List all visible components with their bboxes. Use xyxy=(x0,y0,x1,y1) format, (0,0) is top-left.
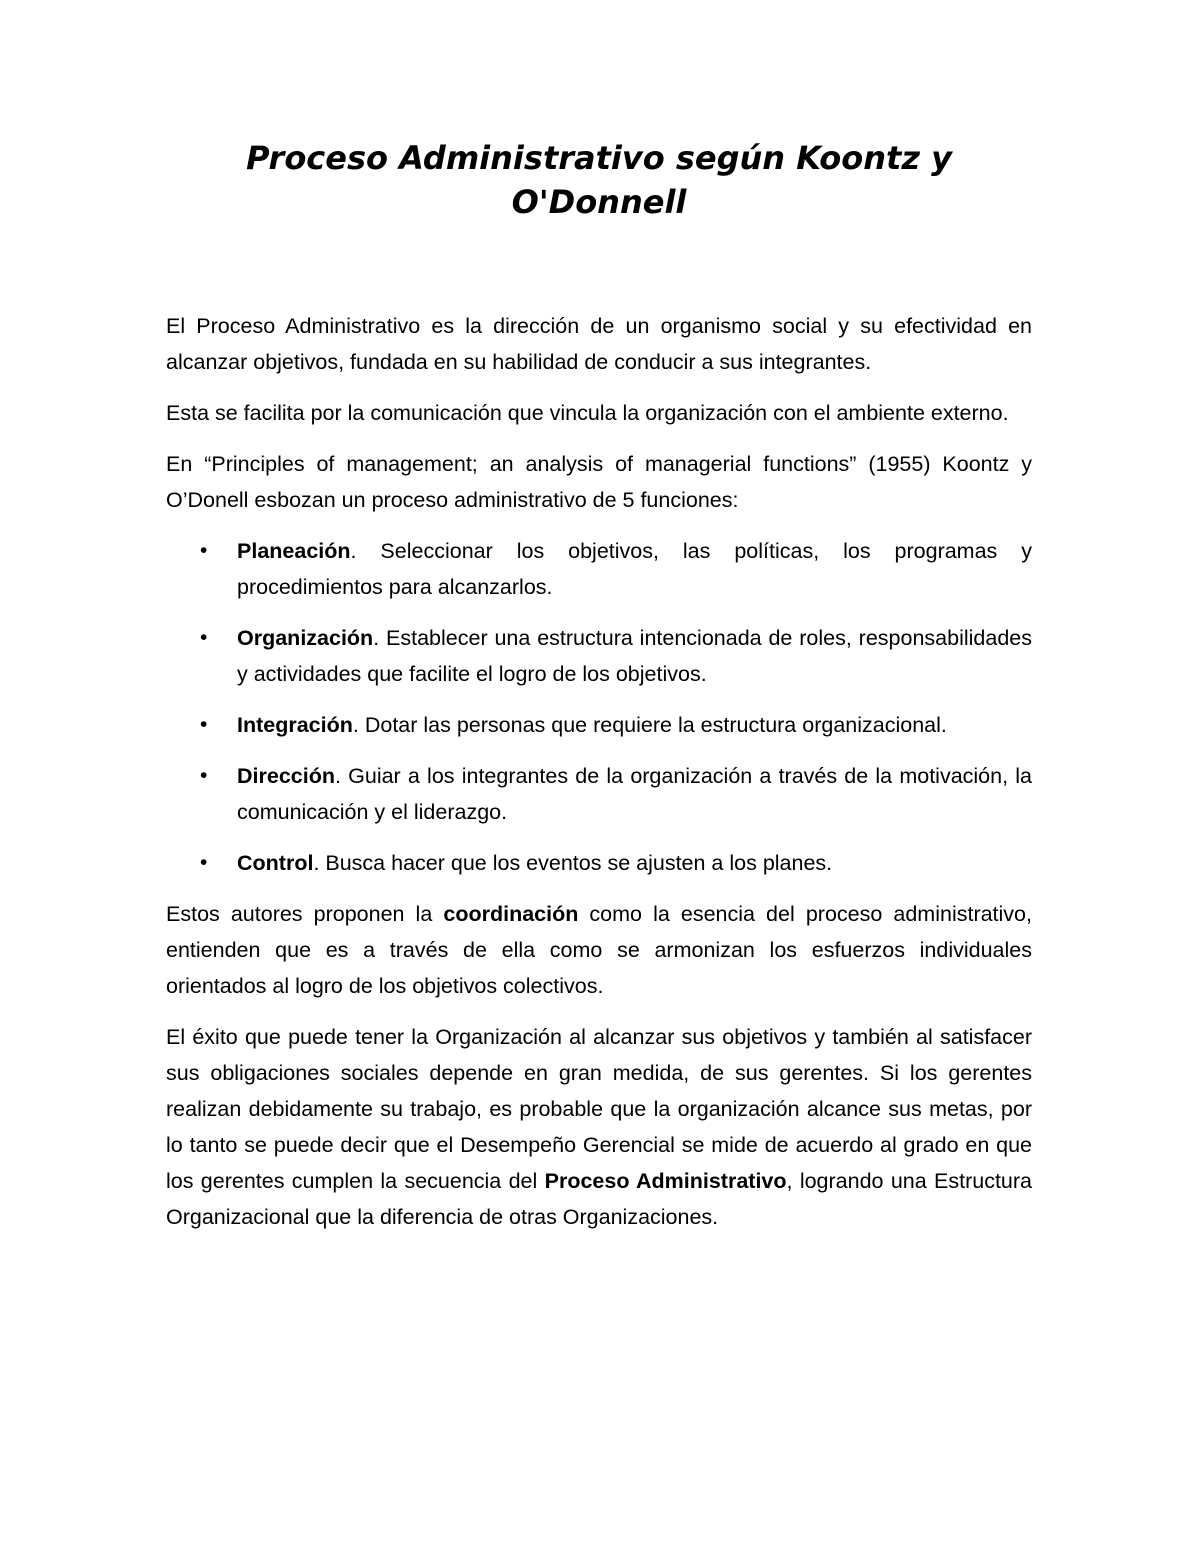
bullet-icon: • xyxy=(200,713,208,736)
function-term: Dirección xyxy=(237,764,335,788)
function-description: . Establecer una estructura intencionada de roles, responsabilidades y actividades que facilite el logro de los objetivos. xyxy=(237,626,1032,686)
document-page xyxy=(166,136,1032,1250)
document-body xyxy=(166,308,1032,1235)
final-bold: Proceso Administrativo xyxy=(544,1169,787,1193)
coordination-text-before: Estos autores proponen la xyxy=(166,902,444,926)
communication-paragraph: Esta se facilita por la comunicación que vincula la organización con el ambiente externo. xyxy=(166,401,1009,425)
final-paragraph xyxy=(166,1019,1032,1235)
title-line-2: O'Donnell xyxy=(511,183,687,221)
final-text-after: , logrando una Estructura Organizacional que la diferencia de otras Organizaciones. xyxy=(166,1169,1032,1229)
list-item-control xyxy=(166,845,1032,881)
list-item-organizacion xyxy=(166,620,1032,692)
function-description: . Guiar a los integrantes de la organización a través de la motivación, la comunicación y el liderazgo. xyxy=(237,764,1032,824)
function-term: Integración xyxy=(237,713,353,737)
function-term: Planeación xyxy=(237,539,351,563)
coordination-paragraph xyxy=(166,896,1032,1004)
title-line-1: Proceso Administrativo según Koontz y xyxy=(246,139,952,177)
functions-list xyxy=(166,533,1032,881)
document-title xyxy=(166,136,1032,224)
function-term: Organización xyxy=(237,626,374,650)
bullet-icon: • xyxy=(200,764,208,787)
list-item-integracion xyxy=(166,707,1032,743)
list-item-direccion xyxy=(166,758,1032,830)
final-text-before: El éxito que puede tener la Organización al alcanzar sus objetivos y también al satisfacer sus obligaciones sociales depende en gran medida, de sus gerentes. Si los gerentes realizan debidamente su trabajo, es probable que la organización alcance sus metas, por lo tanto se puede decir que el Desempeño Gerencial se mide de acuerdo al grado en que los gerentes cumplen la secuencia del xyxy=(166,1025,1032,1193)
intro-paragraph: El Proceso Administrativo es la dirección de un organismo social y su efectividad en alcanzar objetivos, fundada en su habilidad de conducir a sus integrantes. xyxy=(166,314,1032,374)
list-item-planeacion xyxy=(166,533,1032,605)
bullet-icon: • xyxy=(200,626,208,649)
bullet-icon: • xyxy=(200,539,208,562)
principles-paragraph: En “Principles of management; an analysis of managerial functions” (1955) Koontz y O’Donell esbozan un proceso administrativo de 5 funciones: xyxy=(166,452,1032,512)
bullet-icon: • xyxy=(200,851,208,874)
function-term: Control xyxy=(237,851,314,875)
function-description: . Seleccionar los objetivos, las políticas, los programas y procedimientos para alcanzarlos. xyxy=(237,539,1032,599)
coordination-text-after: como la esencia del proceso administrativo, entienden que es a través de ella como se armonizan los esfuerzos individuales orientados al logro de los objetivos colectivos. xyxy=(166,902,1032,998)
function-description: . Busca hacer que los eventos se ajusten a los planes. xyxy=(313,851,833,875)
function-description: . Dotar las personas que requiere la estructura organizacional. xyxy=(352,713,947,737)
coordination-bold: coordinación xyxy=(443,902,579,926)
